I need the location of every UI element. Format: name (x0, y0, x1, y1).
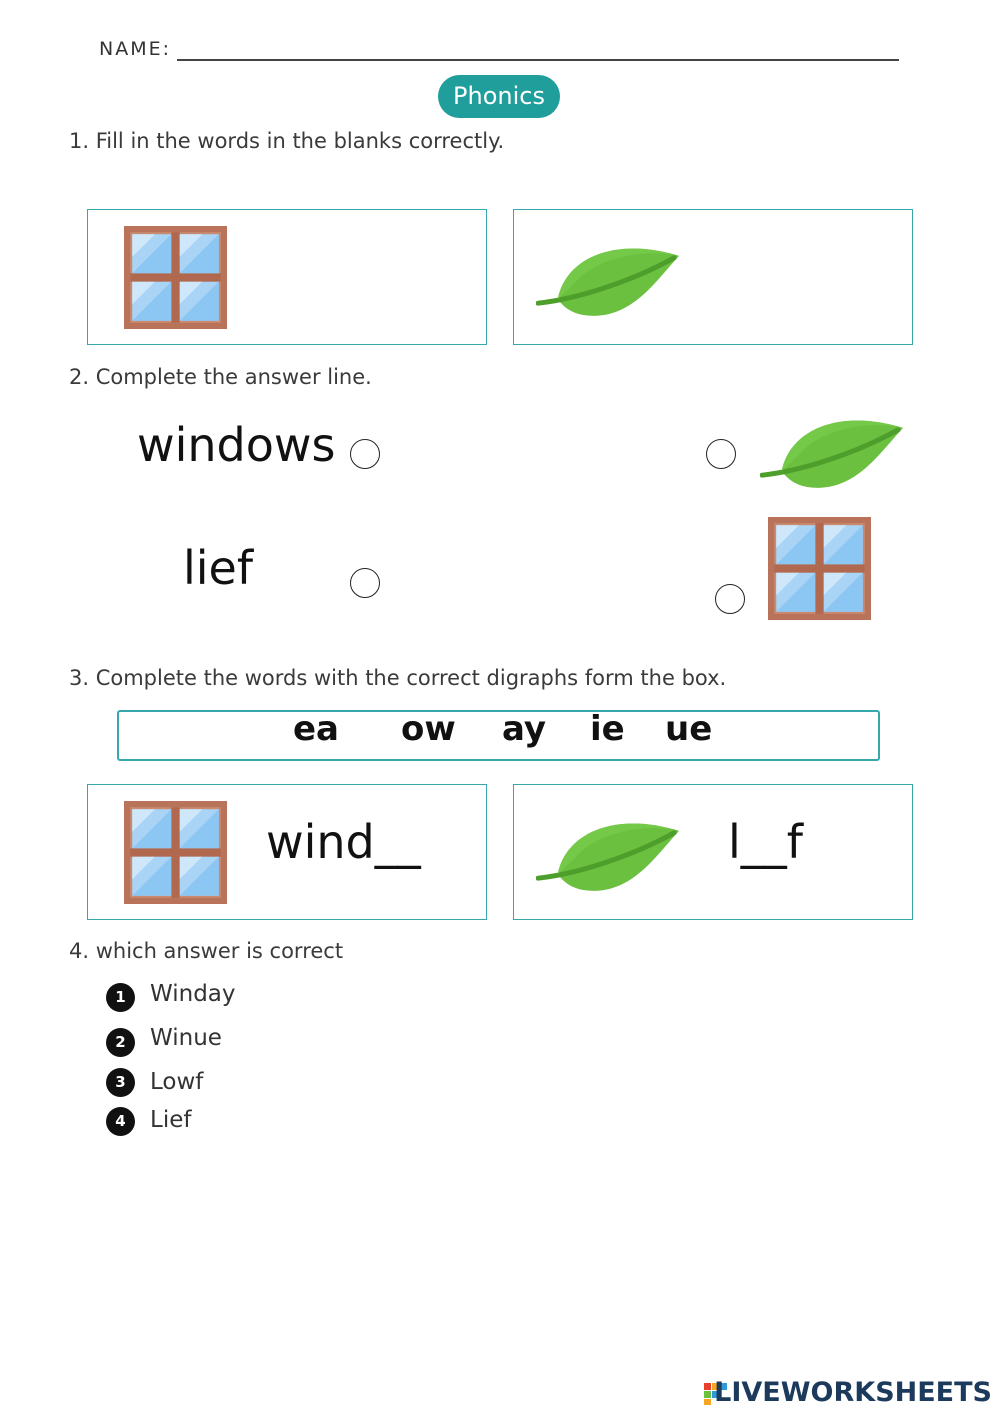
match-word-lief: lief (183, 541, 254, 595)
option-number-2[interactable]: 2 (106, 1028, 135, 1057)
option-label-4[interactable]: Lief (150, 1107, 192, 1133)
match-dot-right-1[interactable] (706, 439, 736, 469)
match-dot-right-2[interactable] (715, 584, 745, 614)
answer-box-window[interactable] (87, 209, 487, 345)
answer-box-leaf[interactable] (513, 209, 913, 345)
digraph-ow: ow (401, 709, 456, 749)
name-answer-line[interactable] (177, 59, 899, 61)
window-icon (124, 801, 227, 904)
match-dot-left-2[interactable] (350, 568, 380, 598)
window-icon (124, 226, 227, 329)
leaf-icon (536, 238, 684, 322)
digraph-ay: ay (502, 709, 547, 749)
liveworksheets-logo: LIVEWORKSHEETS (714, 1377, 992, 1408)
option-number-4[interactable]: 4 (106, 1107, 135, 1136)
digraph-ie: ie (590, 709, 625, 749)
question-1: 1. Fill in the words in the blanks correctly. (69, 129, 505, 153)
question-2: 2. Complete the answer line. (69, 365, 372, 389)
name-label: NAME: (99, 38, 172, 60)
option-label-1[interactable]: Winday (150, 981, 236, 1007)
leaf-icon (536, 813, 684, 897)
word-box-leaf (513, 784, 913, 920)
digraph-box (117, 710, 880, 761)
digraph-ue: ue (665, 709, 713, 749)
option-number-1[interactable]: 1 (106, 983, 135, 1012)
option-label-2[interactable]: Winue (150, 1025, 222, 1051)
incomplete-word-window[interactable]: wind__ (266, 815, 421, 869)
question-3: 3. Complete the words with the correct digraphs form the box. (69, 666, 727, 690)
match-dot-left-1[interactable] (350, 439, 380, 469)
digraph-ea: ea (293, 709, 340, 749)
incomplete-word-leaf[interactable]: l__f (728, 815, 803, 869)
leaf-icon (760, 410, 908, 494)
option-label-3[interactable]: Lowf (150, 1069, 204, 1095)
match-word-windows: windows (137, 418, 336, 472)
question-4: 4. which answer is correct (69, 939, 344, 963)
word-box-window (87, 784, 487, 920)
page-title: Phonics (438, 75, 560, 118)
window-icon (768, 517, 871, 620)
option-number-3[interactable]: 3 (106, 1068, 135, 1097)
